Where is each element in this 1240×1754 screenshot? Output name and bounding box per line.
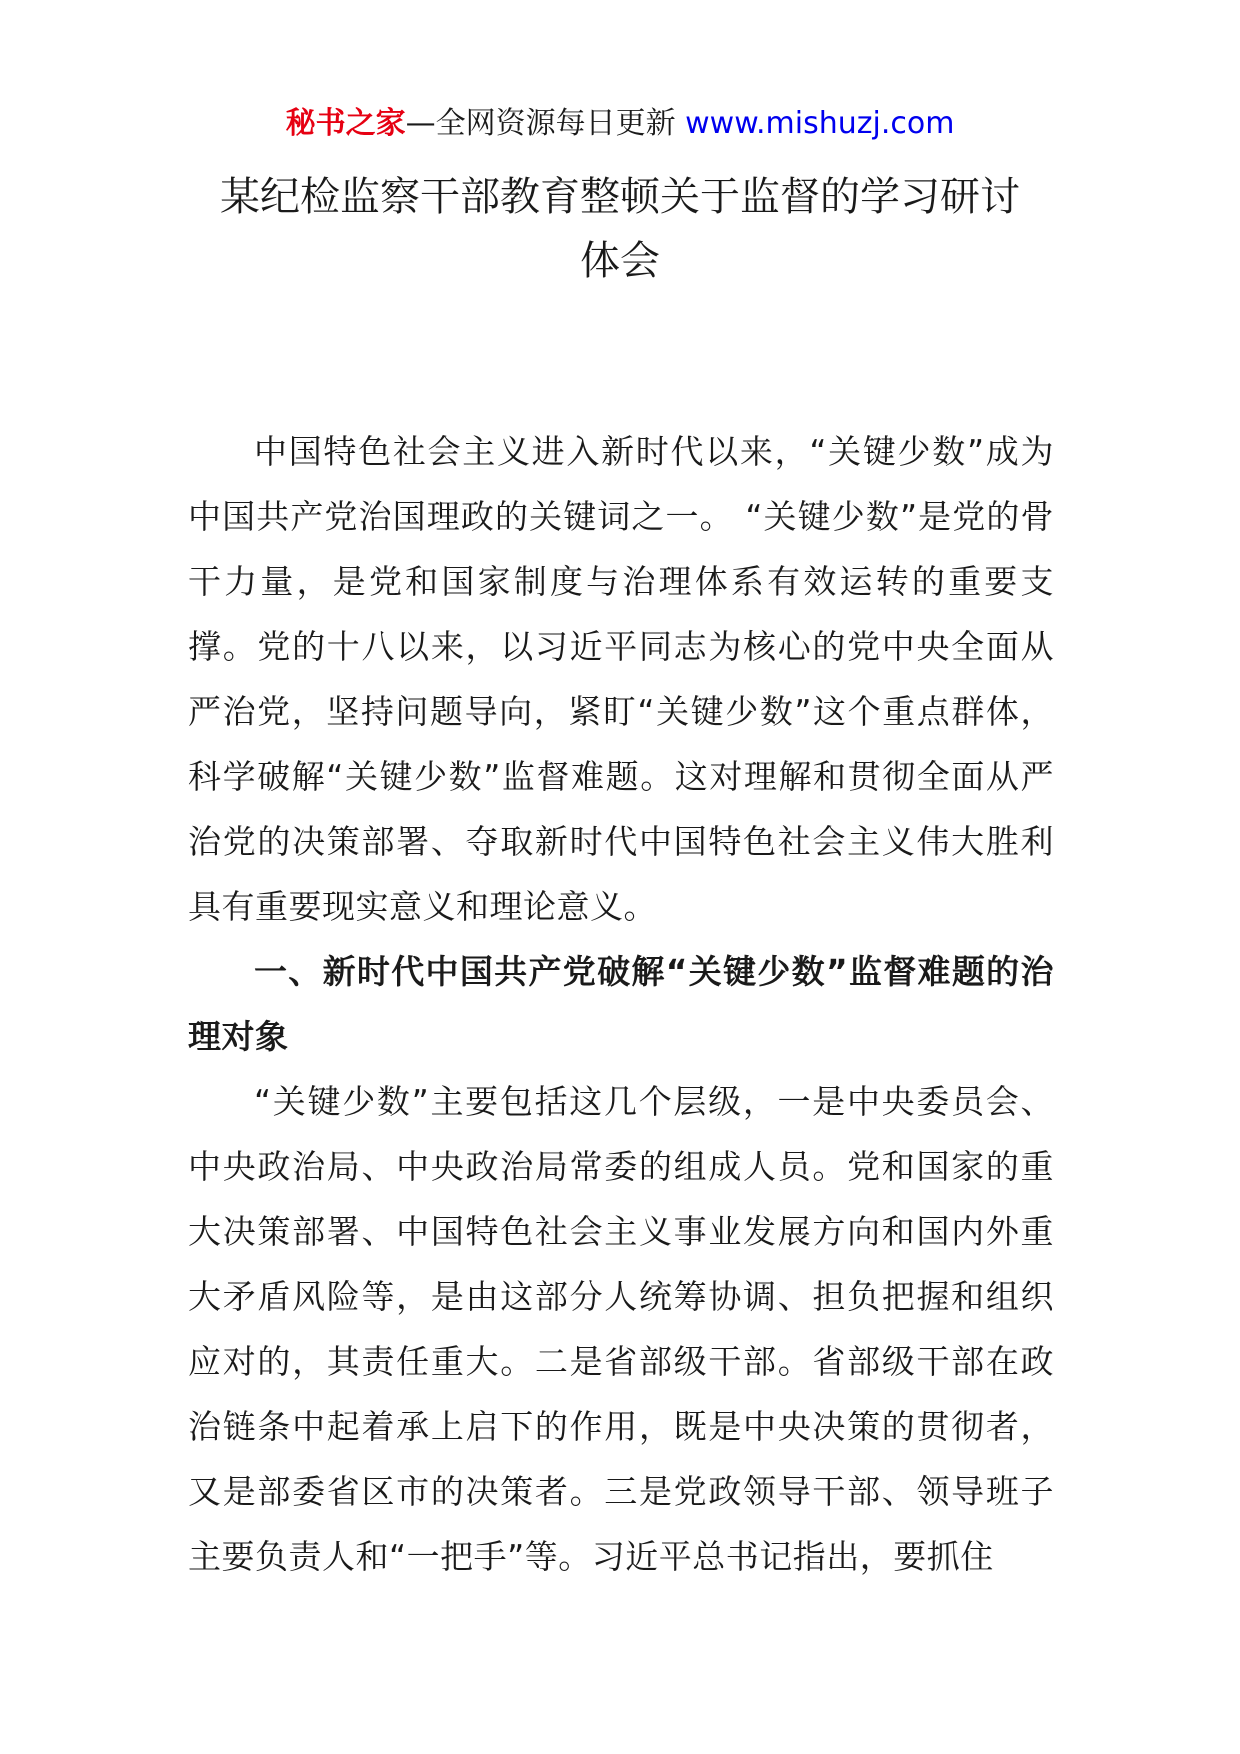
- site-url-link[interactable]: www.mishuzj.com: [685, 106, 955, 141]
- document-title: [0, 165, 1240, 293]
- site-banner: [0, 104, 1240, 144]
- banner-tagline: —全网资源每日更新: [405, 106, 676, 141]
- title-line-1: 某纪检监察干部教育整顿关于监督的学习研讨: [220, 174, 1020, 220]
- brand-name: 秘书之家: [285, 106, 406, 141]
- body-paragraph: “关键少数”主要包括这几个层级，一是中央委员会、中央政治局、中央政治局常委的组成人员。党和国家的重大决策部署、中国特色社会主义事业发展方向和国内外重大矛盾风险等，是由这部分人统筹协调、担负把握和组织应对的，其责任重大。二是省部级干部。省部级干部在政治链条中起着承上启下的作用，既是中央决策的贯彻者，又是部委省区市的决策者。三是党政领导干部、领导班子主要负责人和“一把手”等。习近平总书记指出，要抓住: [188, 1082, 1054, 1576]
- document-body: [188, 419, 1054, 1589]
- intro-paragraph: 中国特色社会主义进入新时代以来，“关键少数”成为中国共产党治国理政的关键词之一。 “关键少数”是党的骨干力量，是党和国家制度与治理体系有效运转的重要支撑。党的十八以来，以习近平同志为核心的党中央全面从严治党，坚持问题导向，紧盯“关键少数”这个重点群体，科学破解“关键少数”监督难题。这对理解和贯彻全面从严治党的决策部署、夺取新时代中国特色社会主义伟大胜利具有重要现实意义和理论意义。: [188, 432, 1054, 926]
- title-line-2: 体会: [580, 238, 660, 284]
- section-heading: 一、新时代中国共产党破解“关键少数”监督难题的治理对象: [188, 952, 1054, 1056]
